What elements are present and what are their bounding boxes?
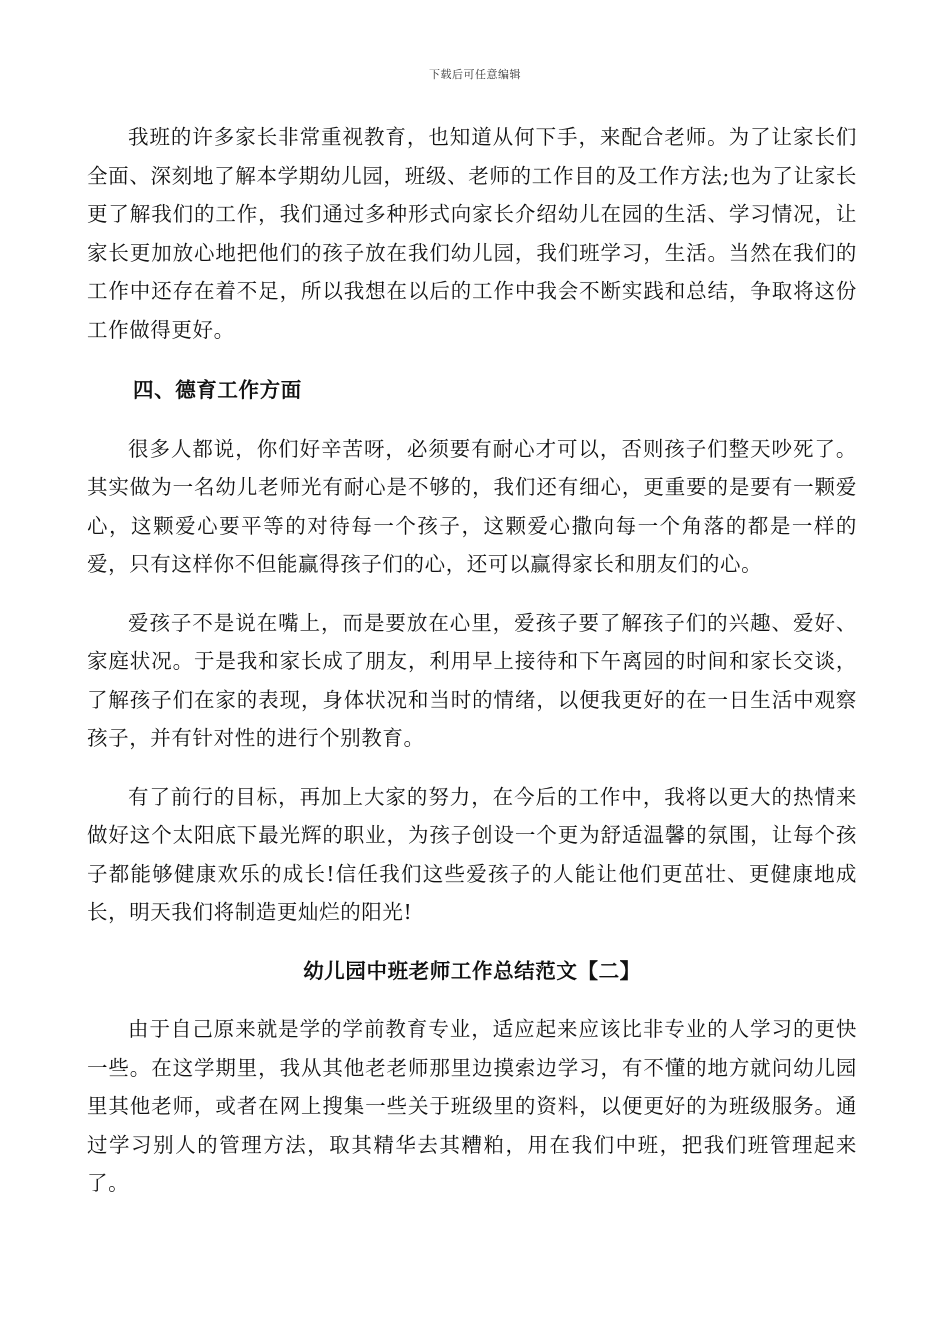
document-body [87, 118, 857, 1203]
spacer [87, 932, 857, 952]
spacer [87, 990, 857, 1010]
spacer [87, 584, 857, 604]
spacer [87, 349, 857, 371]
spacer [87, 410, 857, 430]
paragraph-love-children: 爱孩子不是说在嘴上，而是要放在心里，爱孩子要了解孩子们的兴趣、爱好、家庭状况。于是我和家长成了朋友，利用早上接待和下午离园的时间和家长交谈，了解孩子们在家的表现，身体状况和当时的情绪，以便我更好的在一日生活中观察孩子，并有针对性的进行个别教育。 [87, 610, 857, 750]
section-heading-moral-education: 四、德育工作方面 [133, 378, 302, 402]
paragraph-parent-cooperation: 我班的许多家长非常重视教育，也知道从何下手，来配合老师。为了让家长们全面、深刻地了解本学期幼儿园，班级、老师的工作目的及工作方法;也为了让家长更了解我们的工作，我们通过多种形式向家长介绍幼儿在园的生活、学习情况，让家长更加放心地把他们的孩子放在我们幼儿园，我们班学习，生活。当然在我们的工作中还存在着不足，所以我想在以后的工作中我会不断实践和总结，争取将这份工作做得更好。 [87, 125, 857, 342]
paragraph-preschool-major: 由于自己原来就是学的学前教育专业，适应起来应该比非专业的人学习的更快一些。在这学期里，我从其他老老师那里边摸索边学习，有不懂的地方就问幼儿园里其他老师，或者在网上搜集一些关于班级里的资料，以便更好的为班级服务。通过学习别人的管理方法，取其精华去其糟粕，用在我们中班，把我们班管理起来了。 [87, 1017, 857, 1195]
spacer [87, 758, 857, 778]
page-header: 下载后可任意编辑 [429, 68, 521, 81]
paragraph-patience-love: 很多人都说，你们好辛苦呀，必须要有耐心才可以，否则孩子们整天吵死了。其实做为一名幼儿老师光有耐心是不够的，我们还有细心，更重要的是要有一颗爱心，这颗爱心要平等的对待每一个孩子，这颗爱心撒向每一个角落的都是一样的爱，只有这样你不但能赢得孩子们的心，还可以赢得家长和朋友们的心。 [87, 436, 857, 576]
article-title-part-two: 幼儿园中班老师工作总结范文【二】 [303, 958, 641, 983]
paragraph-future-goals: 有了前行的目标，再加上大家的努力，在今后的工作中，我将以更大的热情来做好这个太阳底下最光辉的职业，为孩子创设一个更为舒适温馨的氛围，让每个孩子都能够健康欢乐的成长!信任我们这些爱孩子的人能让他们更茁壮、更健康地成长，明天我们将制造更灿烂的阳光! [87, 784, 857, 924]
